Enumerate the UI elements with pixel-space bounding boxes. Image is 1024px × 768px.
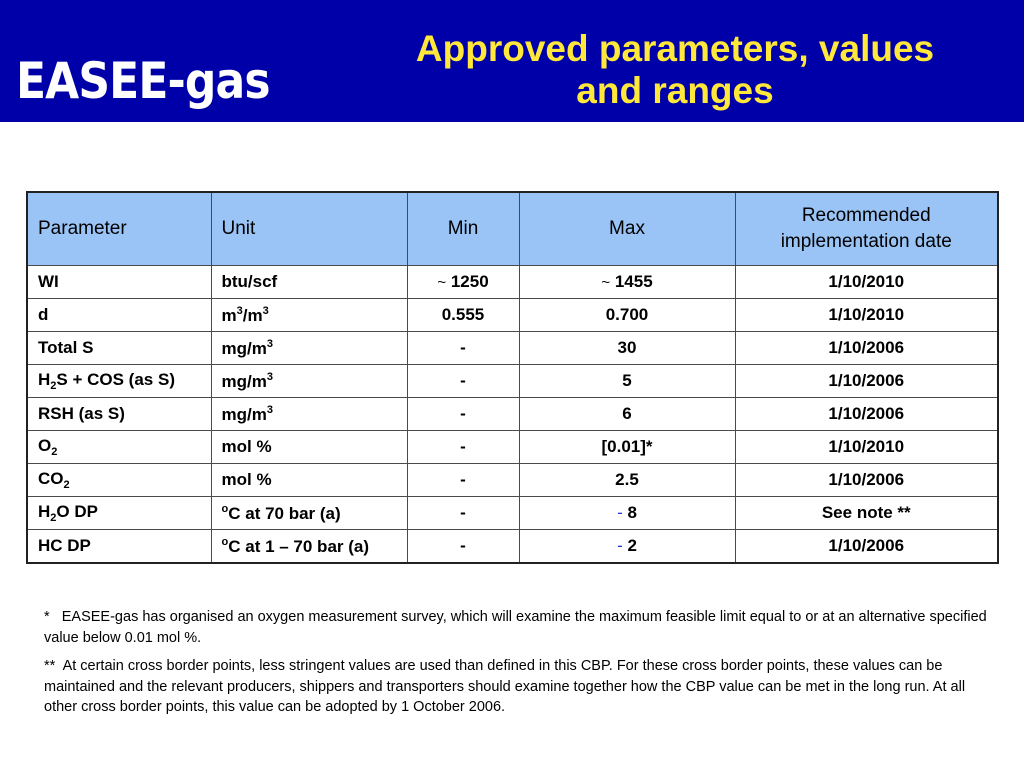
max-cell (519, 266, 735, 299)
minus-sign: - (617, 503, 623, 522)
date-cell: 1/10/2006 (735, 464, 998, 497)
min-cell: - (407, 332, 519, 365)
unit-cell: btu/scf (211, 266, 407, 299)
max-value: 1455 (614, 272, 653, 291)
table-row (27, 530, 998, 564)
date-cell: 1/10/2010 (735, 266, 998, 299)
parameter-subscript: 2 (63, 479, 70, 491)
degree-superscript: o (221, 502, 229, 515)
column-header-unit: Unit (211, 192, 407, 266)
min-cell: - (407, 365, 519, 398)
parameter-subscript: 2 (51, 446, 58, 458)
min-cell: - (407, 497, 519, 530)
unit-text: C at 70 bar (a) (228, 503, 341, 523)
column-header-max: Max (519, 192, 735, 266)
max-value: 8 (627, 503, 637, 522)
table-row (27, 497, 998, 530)
unit-text: C at 1 – 70 bar (a) (228, 536, 370, 556)
parameter-text: CO (38, 469, 64, 488)
min-cell: - (407, 464, 519, 497)
unit-cell (211, 497, 407, 530)
max-cell: [0.01]* (519, 431, 735, 464)
parameters-table (26, 191, 999, 564)
unit-superscript: 3 (262, 304, 269, 317)
parameter-cell (27, 464, 211, 497)
min-cell: - (407, 398, 519, 431)
footnote-mark: ** (44, 658, 56, 674)
parameter-text: S + COS (as S) (56, 370, 175, 389)
unit-cell (211, 530, 407, 564)
min-cell (407, 266, 519, 299)
column-header-min: Min (407, 192, 519, 266)
max-cell (519, 497, 735, 530)
unit-cell (211, 332, 407, 365)
footnote-text: At certain cross border points, less stringent values are used than defined in this CBP. For these cross border points, these values can be maintained and the relevant producers, shippers and transporters should examine together how the CBP value can be met in the long run. At all other cross border points, this value can be adopted by 1 October 2006. (44, 658, 966, 715)
table-row (27, 398, 998, 431)
unit-text: m (221, 305, 237, 325)
max-cell: 2.5 (519, 464, 735, 497)
unit-superscript: 3 (266, 337, 273, 350)
table-row (27, 332, 998, 365)
min-value: 1250 (450, 272, 489, 291)
max-cell: 0.700 (519, 299, 735, 332)
title-line-1: Approved parameters, values (415, 28, 935, 69)
date-cell: 1/10/2006 (735, 365, 998, 398)
unit-text: /m (242, 305, 263, 325)
table-header-row (27, 192, 998, 266)
unit-cell (211, 398, 407, 431)
unit-text: mg/m (221, 371, 267, 391)
table-row (27, 299, 998, 332)
parameter-cell: Total S (27, 332, 211, 365)
unit-text: mg/m (221, 338, 267, 358)
footnotes (44, 607, 1002, 726)
parameter-text: O DP (56, 502, 98, 521)
max-value: 2 (627, 536, 637, 555)
table-row (27, 431, 998, 464)
footnote-text: EASEE-gas has organised an oxygen measurement survey, which will examine the maximum feasible limit equal to or at an alternative specified value below 0.01 mol %. (44, 609, 987, 646)
max-cell (519, 530, 735, 564)
parameter-text: O (38, 436, 52, 455)
parameter-cell (27, 497, 211, 530)
parameter-cell: d (27, 299, 211, 332)
parameter-cell: RSH (as S) (27, 398, 211, 431)
min-cell: - (407, 530, 519, 564)
date-cell: 1/10/2006 (735, 398, 998, 431)
parameter-cell: HC DP (27, 530, 211, 564)
table-row (27, 365, 998, 398)
date-cell: See note ** (735, 497, 998, 530)
parameter-cell (27, 365, 211, 398)
page-title (330, 28, 1020, 112)
max-cell: 6 (519, 398, 735, 431)
degree-superscript: o (221, 535, 229, 548)
header-banner (0, 0, 1024, 122)
max-cell: 5 (519, 365, 735, 398)
title-line-2: and ranges (576, 70, 774, 111)
footnote-oxygen (44, 607, 1002, 648)
min-cell: 0.555 (407, 299, 519, 332)
unit-cell (211, 365, 407, 398)
unit-superscript: 3 (266, 403, 273, 416)
parameter-subscript: 2 (50, 512, 57, 524)
unit-cell: mol % (211, 464, 407, 497)
min-cell: - (407, 431, 519, 464)
column-header-implementation-date: Recommended implementation date (735, 192, 998, 266)
date-cell: 1/10/2006 (735, 332, 998, 365)
date-cell: 1/10/2006 (735, 530, 998, 564)
unit-superscript: 3 (236, 304, 243, 317)
parameter-text: H (38, 370, 51, 389)
parameter-cell (27, 431, 211, 464)
date-cell: 1/10/2010 (735, 299, 998, 332)
footnote-mark: * (44, 609, 50, 625)
table-row (27, 464, 998, 497)
parameter-subscript: 2 (50, 380, 57, 392)
footnote-cross-border (44, 656, 1002, 718)
unit-text: mg/m (221, 404, 267, 424)
unit-superscript: 3 (266, 370, 273, 383)
table-row (27, 266, 998, 299)
unit-cell (211, 299, 407, 332)
approx-sign: ~ (601, 274, 611, 291)
unit-cell: mol % (211, 431, 407, 464)
max-cell: 30 (519, 332, 735, 365)
date-cell: 1/10/2010 (735, 431, 998, 464)
minus-sign: - (617, 536, 623, 555)
parameter-cell: WI (27, 266, 211, 299)
easee-gas-logo: EASEE-gas (16, 52, 270, 110)
approx-sign: ~ (437, 274, 447, 291)
column-header-parameter: Parameter (27, 192, 211, 266)
parameter-text: H (38, 502, 51, 521)
